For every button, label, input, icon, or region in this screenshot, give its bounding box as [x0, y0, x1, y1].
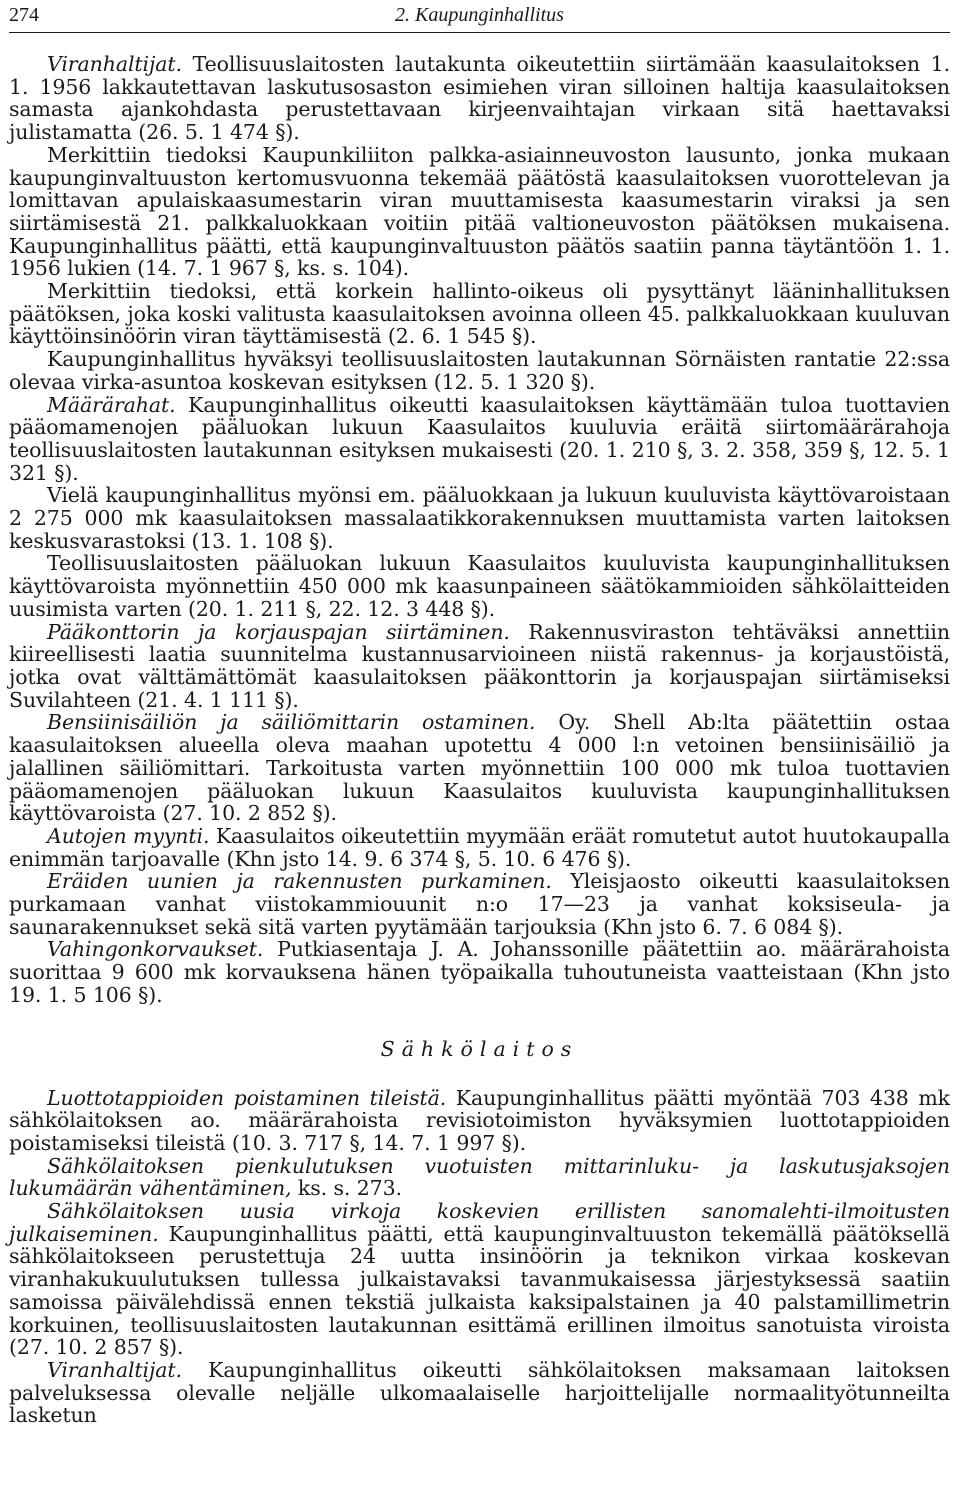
sahkolaitos-paragraphs	[9, 1087, 950, 1428]
paragraph-lead: Sähkölaitoksen uusia virkoja koskevien erillisten sanomalehti-ilmoitusten julkaiseminen.	[9, 1199, 950, 1246]
paragraph-text: ks. s. 273.	[291, 1176, 402, 1201]
paragraph	[9, 394, 950, 485]
paragraph-lead: Bensiinisäiliön ja säiliömittarin ostaminen.	[47, 710, 536, 735]
paragraph-text: Teollisuuslaitosten pääluokan lukuun Kaasulaitos kuuluvista kaupunginhallituksen käyttövaroista myönnettiin 450 000 mk kaasunpaineen säätökammioiden sähkölaitteiden uusimista varten (20. 1. 211 §, 22. 12. 3 448 §).	[9, 551, 950, 621]
paragraph-text: Kaasulaitos oikeutettiin myymään eräät romutetut autot huutokaupalla enimmän tarjoavalle (Khn jsto 14. 9. 6 374 §, 5. 10. 6 476 §).	[9, 823, 950, 871]
paragraph-lead: Pääkonttorin ja korjauspajan siirtäminen.	[47, 619, 510, 644]
section-title: Sähkölaitos	[380, 1036, 579, 1061]
paragraph	[9, 280, 950, 348]
paragraph-text: Oy. Shell Ab:lta päätettiin ostaa kaasulaitoksen alueella oleva maahan upotettu 4 000 l:n vetoinen bensiinisäiliö ja jalallinen säiliömittari. Tarkoitusta varten myönnettiin 100 000 mk tuloa tuottavien pääomamenojen pääluokan lukuun Kaasulaitos kuuluvista kaupunginhallituksen käyttövaroista (27. 10. 2 852 §).	[9, 710, 950, 826]
paragraph-lead: Autojen myynti.	[47, 823, 210, 848]
paragraph	[9, 870, 950, 938]
paragraph	[9, 1359, 950, 1427]
paragraph-text: Rakennusviraston tehtäväksi annettiin kiireellisesti laatia suunnitelma kustannusarvioineen niistä rakennus- ja korjaustöistä, jotka ovat välttämättömät kaasulaitoksen pääkonttorin ja korjauspajan siirtämiseksi Suvilahteen (21. 4. 1 111 §).	[9, 619, 950, 712]
paragraph	[9, 552, 950, 620]
paragraph-text: Yleisjaosto oikeutti kaasulaitoksen purkamaan vanhat viistokammiouunit n:o 17—23 ja vanhat koksiseula- ja saunarakennukset sekä sitä varten pyytämään tarjouksia (Khn jsto 6. 7. 6 084 §).	[9, 869, 950, 939]
paragraph	[9, 348, 950, 393]
paragraph	[9, 825, 950, 870]
paragraph-lead: Määrärahat.	[47, 392, 176, 417]
paragraph	[9, 621, 950, 712]
paragraph-lead: Viranhaltijat.	[47, 1357, 182, 1382]
paragraph	[9, 144, 950, 280]
kaasulaitos-paragraphs	[9, 53, 950, 1007]
page-header	[9, 2, 950, 27]
page-number: 274	[9, 4, 39, 26]
paragraph-text: Putkiasentaja J. A. Johanssonille päätettiin ao. määrärahoista suorittaa 9 600 mk korvauksena hänen työpaikalla tuhoutuneista vaatteistaan (Khn jsto 19. 1. 5 106 §).	[9, 937, 950, 1007]
document-body	[9, 53, 950, 1427]
paragraph-lead: Luottotappioiden poistaminen tileistä.	[47, 1085, 447, 1110]
document-page	[0, 2, 960, 1488]
paragraph-lead: Sähkölaitoksen pienkulutuksen vuotuisten mittarinluku- ja laskutusjaksojen lukumäärän vähentäminen,	[9, 1153, 950, 1201]
paragraph-text: Kaupunginhallitus päätti myöntää 703 438 mk sähkölaitoksen ao. määrärahoista revisiotoimiston hyväksymien luottotappioiden poistamiseksi tileistä (10. 3. 717 §, 14. 7. 1 997 §).	[9, 1085, 950, 1155]
paragraph-text: Kaupunginhallitus oikeutti sähkölaitoksen maksamaan laitoksen palveluksessa olevalle neljälle ulkomaalaiselle harjoittelijalle normaalityötunneilta lasketun	[9, 1357, 950, 1428]
paragraph-text: Kaupunginhallitus päätti, että kaupunginvaltuuston tekemällä päätöksellä sähkölaitokseen perustettuja 24 uutta insinöörin ja teknikon virkaa koskevan viranhakukuulutuksen tullessa julkaistavaksi tavanmukaisessa järjestyksessä saatiin samoissa päivälehdissä ennen tekstiä julkaista kaksipalstainen ja 40 palstamillimetrin korkuinen, teollisuuslaitosten lautakunnan esittämä erillinen ilmoitus sanotuista viroista (27. 10. 2 857 §).	[9, 1221, 950, 1360]
paragraph-lead: Vahingonkorvaukset.	[47, 937, 264, 962]
paragraph-text: Kaupunginhallitus hyväksyi teollisuuslaitosten lautakunnan Sörnäisten rantatie 22:ssa olevaa virka-asuntoa koskevan esityksen (12. 5. 1 320 §).	[9, 347, 950, 394]
paragraph-text: Kaupunginhallitus oikeutti kaasulaitoksen käyttämään tuloa tuottavien pääomamenojen pääluokan lukuun Kaasulaitos kuuluvia eräitä siirtomäärärahoja teollisuuslaitosten lautakunnan esityksen mukaisesti (20. 1. 210 §, 3. 2. 358, 359 §, 12. 5. 1 321 §).	[9, 392, 950, 485]
paragraph	[9, 711, 950, 825]
paragraph-lead: Eräiden uunien ja rakennusten purkaminen.	[47, 869, 552, 894]
paragraph-text: Merkittiin tiedoksi Kaupunkiliiton palkka-asiainneuvoston lausunto, jonka mukaan kaupunginvaltuuston kertomusvuonna tekemää päätöstä kaasulaitoksen vuorottelevan ja lomittavan apulaiskaasumestarin viran muuttamisesta kaasumestarin viraksi ja sen siirtämisestä 21. palkkaluokkaan voitiin pitää valtioneuvoston päätöksen mukaisena. Kaupunginhallitus päätti, että kaupunginvaltuuston päätös saatiin panna täytäntöön 1. 1. 1956 lukien (14. 7. 1 967 §, ks. s. 104).	[9, 142, 950, 281]
paragraph-lead: Viranhaltijat.	[47, 52, 182, 76]
running-title: 2. Kaupunginhallitus	[395, 4, 564, 26]
paragraph	[9, 1087, 950, 1155]
paragraph-text: Merkittiin tiedoksi, että korkein hallinto-oikeus oli pysyttänyt lääninhallituksen päätöksen, joka koski valitusta kaasulaitoksen avoinna olleen 45. palkkaluokkaan kuuluvan käyttöinsinöörin viran täyttämisestä (2. 6. 1 545 §).	[9, 279, 950, 349]
paragraph	[9, 1155, 950, 1200]
paragraph-text: Teollisuuslaitosten lautakunta oikeutettiin siirtämään kaasulaitoksen 1. 1. 1956 lakkautettavan laskutusosaston esimiehen viran silloinen haltija kaasulaitoksen samasta ajankohdasta perustettavaan kirjeenvaihtajan virkaan sitä haettavaksi julistamatta (26. 5. 1 474 §).	[9, 52, 950, 145]
header-rule	[9, 32, 950, 33]
paragraph	[9, 1200, 950, 1359]
paragraph	[9, 484, 950, 552]
paragraph-text: Vielä kaupunginhallitus myönsi em. pääluokkaan ja lukuun kuuluvista käyttövaroistaan 2 275 000 mk kaasulaitoksen massalaatikkorakennuksen muuttamista varten laitoksen keskusvarastoksi (13. 1. 108 §).	[9, 483, 950, 553]
paragraph	[9, 938, 950, 1006]
paragraph	[9, 53, 950, 144]
